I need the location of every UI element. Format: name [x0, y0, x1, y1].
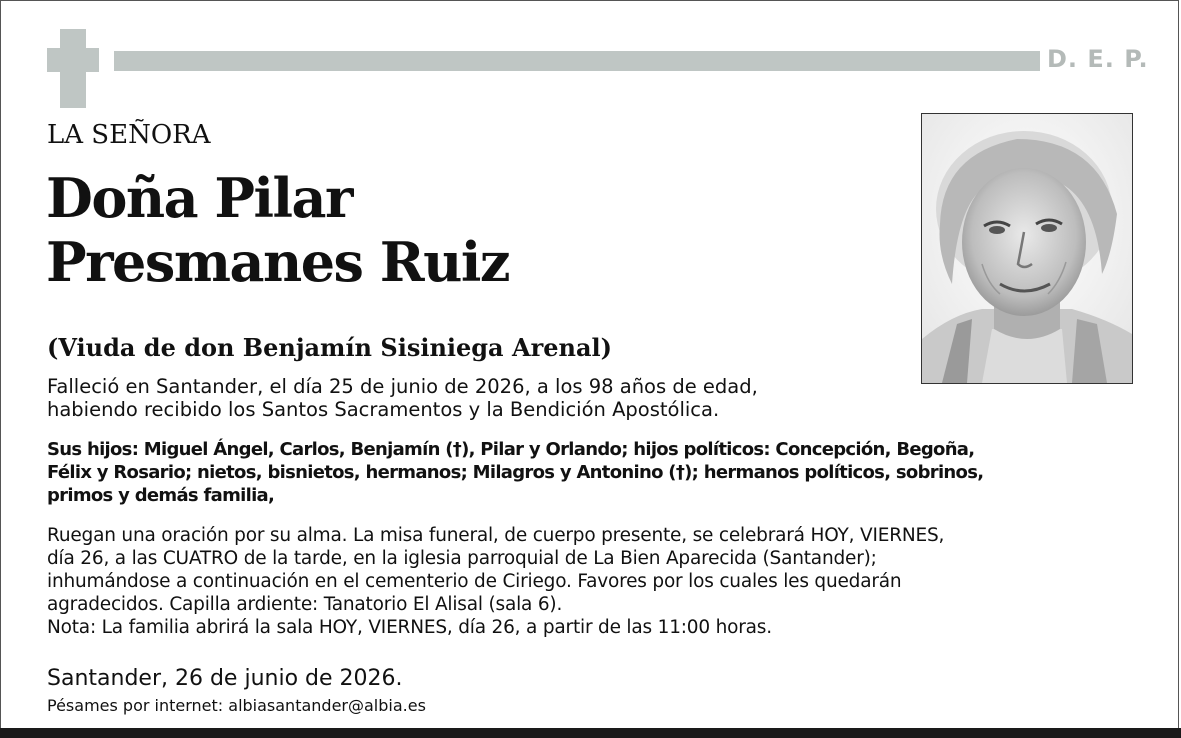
dep-label: D. E. P. [1047, 45, 1149, 73]
portrait-image [922, 114, 1132, 383]
cross-icon-horizontal [47, 48, 99, 72]
family-list [47, 438, 983, 507]
funeral-line: Ruegan una oración por su alma. La misa funeral, de cuerpo presente, se celebrará HOY, VIERNES, [47, 525, 945, 546]
death-notice-line: Falleció en Santander, el día 25 de junio de 2026, a los 98 años de edad, [47, 375, 758, 398]
bottom-bar [0, 728, 1181, 738]
family-line: Sus hijos: Miguel Ángel, Carlos, Benjamín (†), Pilar y Orlando; hijos políticos: Concepción, Begoña, [47, 439, 975, 460]
deceased-name-line1: Doña Pilar [46, 166, 352, 230]
funeral-details [47, 524, 944, 639]
notice-date: Santander, 26 de junio de 2026. [47, 666, 403, 691]
deceased-name-line2: Presmanes Ruiz [46, 230, 510, 294]
portrait-photo [921, 113, 1133, 384]
funeral-note: Nota: La familia abrirá la sala HOY, VIERNES, día 26, a partir de las 11:00 horas. [47, 617, 772, 638]
widow-of: (Viuda de don Benjamín Sisiniega Arenal) [47, 333, 612, 362]
death-notice [47, 375, 758, 421]
family-line: Félix y Rosario; nietos, bisnietos, hermanos; Milagros y Antonino (†); hermanos políticos, sobrinos, [47, 462, 984, 483]
death-notice-line: habiendo recibido los Santos Sacramentos y la Bendición Apostólica. [47, 398, 720, 421]
funeral-line: día 26, a las CUATRO de la tarde, en la iglesia parroquial de La Bien Aparecida (Santander); [47, 548, 877, 569]
deceased-title: LA SEÑORA [47, 120, 211, 150]
deceased-name [46, 166, 509, 294]
family-line: primos y demás familia, [47, 485, 275, 506]
header-rule [114, 51, 1040, 71]
funeral-line: agradecidos. Capilla ardiente: Tanatorio El Alisal (sala 6). [47, 594, 563, 615]
condolences-info: Pésames por internet: albiasantander@albia.es [47, 696, 426, 715]
funeral-line: inhumándose a continuación en el cementerio de Ciriego. Favores por los cuales les quedarán [47, 571, 902, 592]
